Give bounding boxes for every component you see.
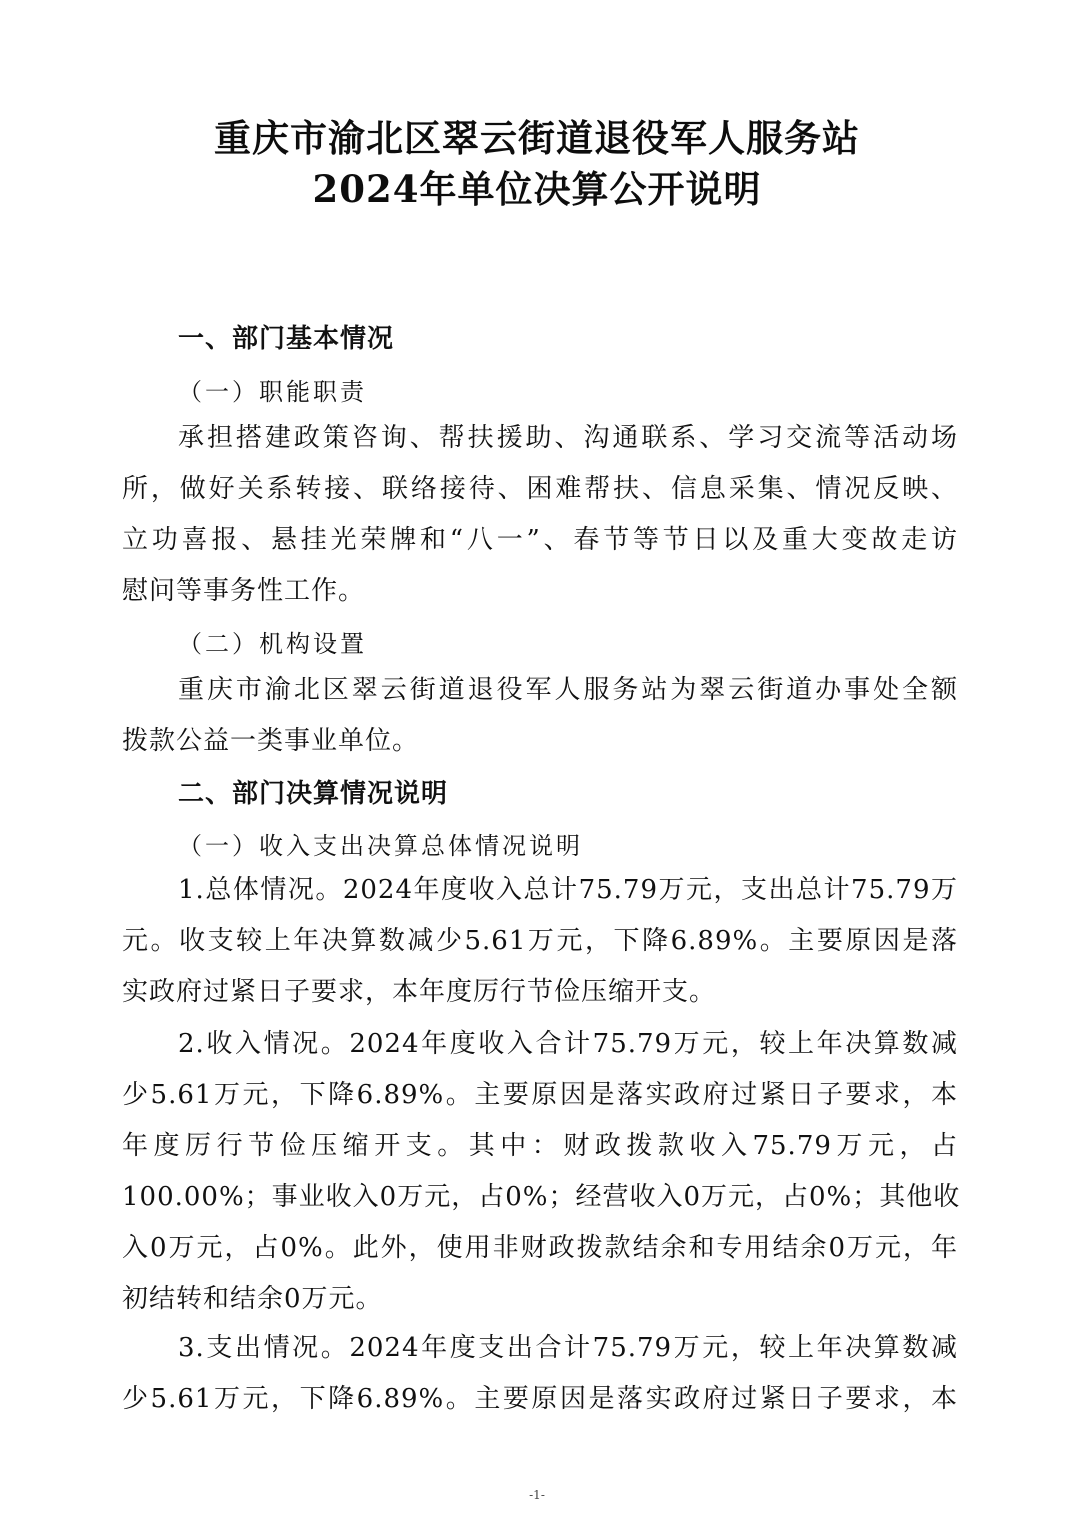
section-1-heading: 一、部门基本情况 bbox=[178, 324, 395, 354]
paragraph-line: 1.总体情况。2024年度收入总计75.79万元，支出总计75.79万 bbox=[178, 875, 958, 905]
duties-paragraph bbox=[122, 413, 958, 617]
paragraph-line: 重庆市渝北区翠云街道退役军人服务站为翠云街道办事处全额 bbox=[178, 675, 958, 705]
paragraph-line: 少5.61万元，下降6.89%。主要原因是落实政府过紧日子要求，本 bbox=[122, 1080, 958, 1110]
overall-situation-paragraph bbox=[122, 865, 958, 1018]
income-paragraph bbox=[122, 1019, 961, 1325]
paragraph-line: 慰问等事务性工作。 bbox=[122, 576, 366, 606]
paragraph-line: 年度厉行节俭压缩开支。其中：财政拨款收入75.79万元，占 bbox=[122, 1131, 958, 1161]
paragraph-line: 元。收支较上年决算数减少5.61万元，下降6.89%。主要原因是落 bbox=[122, 926, 958, 956]
paragraph-line: 2.收入情况。2024年度收入合计75.79万元，较上年决算数减 bbox=[178, 1029, 958, 1059]
document-title-line-1: 重庆市渝北区翠云街道退役军人服务站 bbox=[214, 116, 860, 160]
paragraph-line: 承担搭建政策咨询、帮扶援助、沟通联系、学习交流等活动场 bbox=[178, 423, 958, 453]
expenditure-paragraph bbox=[122, 1323, 958, 1425]
section-2-sub-1-heading: （一）收入支出决算总体情况说明 bbox=[178, 832, 583, 860]
page-number: -1- bbox=[529, 1488, 545, 1502]
paragraph-line: 初结转和结余0万元。 bbox=[122, 1284, 383, 1314]
paragraph-line: 3.支出情况。2024年度支出合计75.79万元，较上年决算数减 bbox=[178, 1333, 958, 1363]
paragraph-line: 拨款公益一类事业单位。 bbox=[122, 726, 420, 756]
organization-paragraph bbox=[122, 665, 958, 767]
paragraph-line: 100.00%；事业收入0万元，占0%；经营收入0万元，占0%；其他收 bbox=[122, 1182, 961, 1212]
paragraph-line: 少5.61万元，下降6.89%。主要原因是落实政府过紧日子要求，本 bbox=[122, 1384, 958, 1414]
paragraph-line: 实政府过紧日子要求，本年度厉行节俭压缩开支。 bbox=[122, 977, 717, 1007]
section-1-sub-2-heading: （二）机构设置 bbox=[178, 630, 367, 658]
paragraph-line: 入0万元，占0%。此外，使用非财政拨款结余和专用结余0万元，年 bbox=[122, 1233, 958, 1263]
paragraph-line: 立功喜报、悬挂光荣牌和“八一”、春节等节日以及重大变故走访 bbox=[122, 525, 958, 555]
paragraph-line: 所，做好关系转接、联络接待、困难帮扶、信息采集、情况反映、 bbox=[122, 474, 958, 504]
section-2-heading: 二、部门决算情况说明 bbox=[178, 779, 449, 809]
section-1-sub-1-heading: （一）职能职责 bbox=[178, 378, 367, 406]
document-title-line-2: 2024年单位决算公开说明 bbox=[312, 167, 762, 211]
